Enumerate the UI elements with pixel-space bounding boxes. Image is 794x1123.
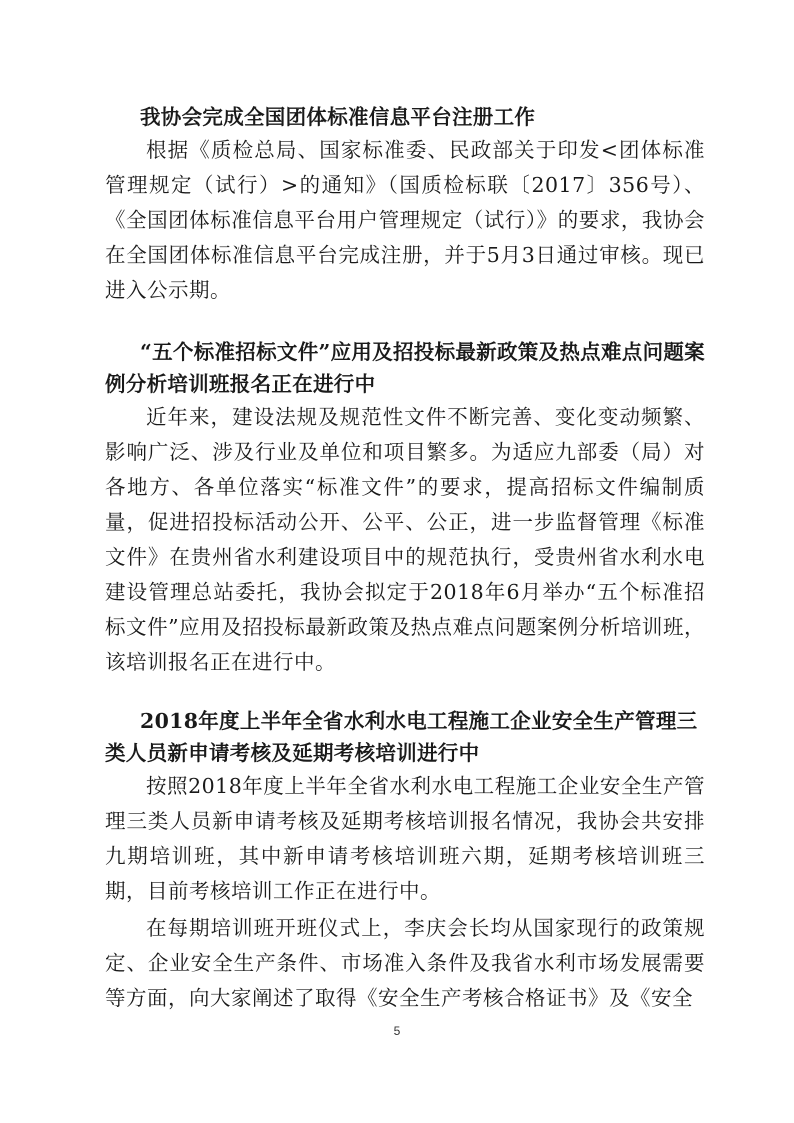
section-title: “五个标准招标文件”应用及招投标最新政策及热点难点问题案例分析培训班报名正在进行中 [105, 340, 705, 396]
section-title: 我协会完成全国团体标准信息平台注册工作 [140, 105, 536, 129]
section-paragraph: 按照2018年度上半年全省水利水电工程施工企业安全生产管理三类人员新申请考核及延期考核培训报名情况，我协会共安排九期培训班，其中新申请考核培训班六期，延期考核培训班三期，目前考核培训工作正在进行中。 [105, 774, 705, 903]
news-section-tender-training [105, 336, 705, 680]
section-title: 2018年度上半年全省水利水电工程施工企业安全生产管理三类人员新申请考核及延期考核培训进行中 [105, 709, 698, 765]
news-section-safety-training [105, 705, 705, 1016]
section-paragraph: 近年来，建设法规及规范性文件不断完善、变化变动频繁、影响广泛、涉及行业及单位和项目繁多。为适应九部委（局）对各地方、各单位落实“标准文件”的要求，提高招标文件编制质量，促进招投标活动公开、公平、公正，进一步监督管理《标准文件》在贵州省水利建设项目中的规范执行，受贵州省水利水电建设管理总站委托，我协会拟定于2018年6月举办“五个标准招标文件”应用及招投标最新政策及热点难点问题案例分析培训班，该培训报名正在进行中。 [105, 405, 705, 674]
page-number: 5 [393, 1024, 401, 1038]
section-paragraph: 在每期培训班开班仪式上，李庆会长均从国家现行的政策规定、企业安全生产条件、市场准入条件及我省水利市场发展需要等方面，向大家阐述了取得《安全生产考核合格证书》及《安全 [105, 916, 705, 1010]
section-paragraph: 根据《质检总局、国家标准委、民政部关于印发<团体标准管理规定（试行）>的通知》（国质检标联〔2017〕356号）、《全国团体标准信息平台用户管理规定（试行）》的要求，我协会在全国团体标准信息平台完成注册，并于5月3日通过审核。现已进入公示期。 [105, 138, 705, 302]
news-section-registration [105, 101, 705, 308]
